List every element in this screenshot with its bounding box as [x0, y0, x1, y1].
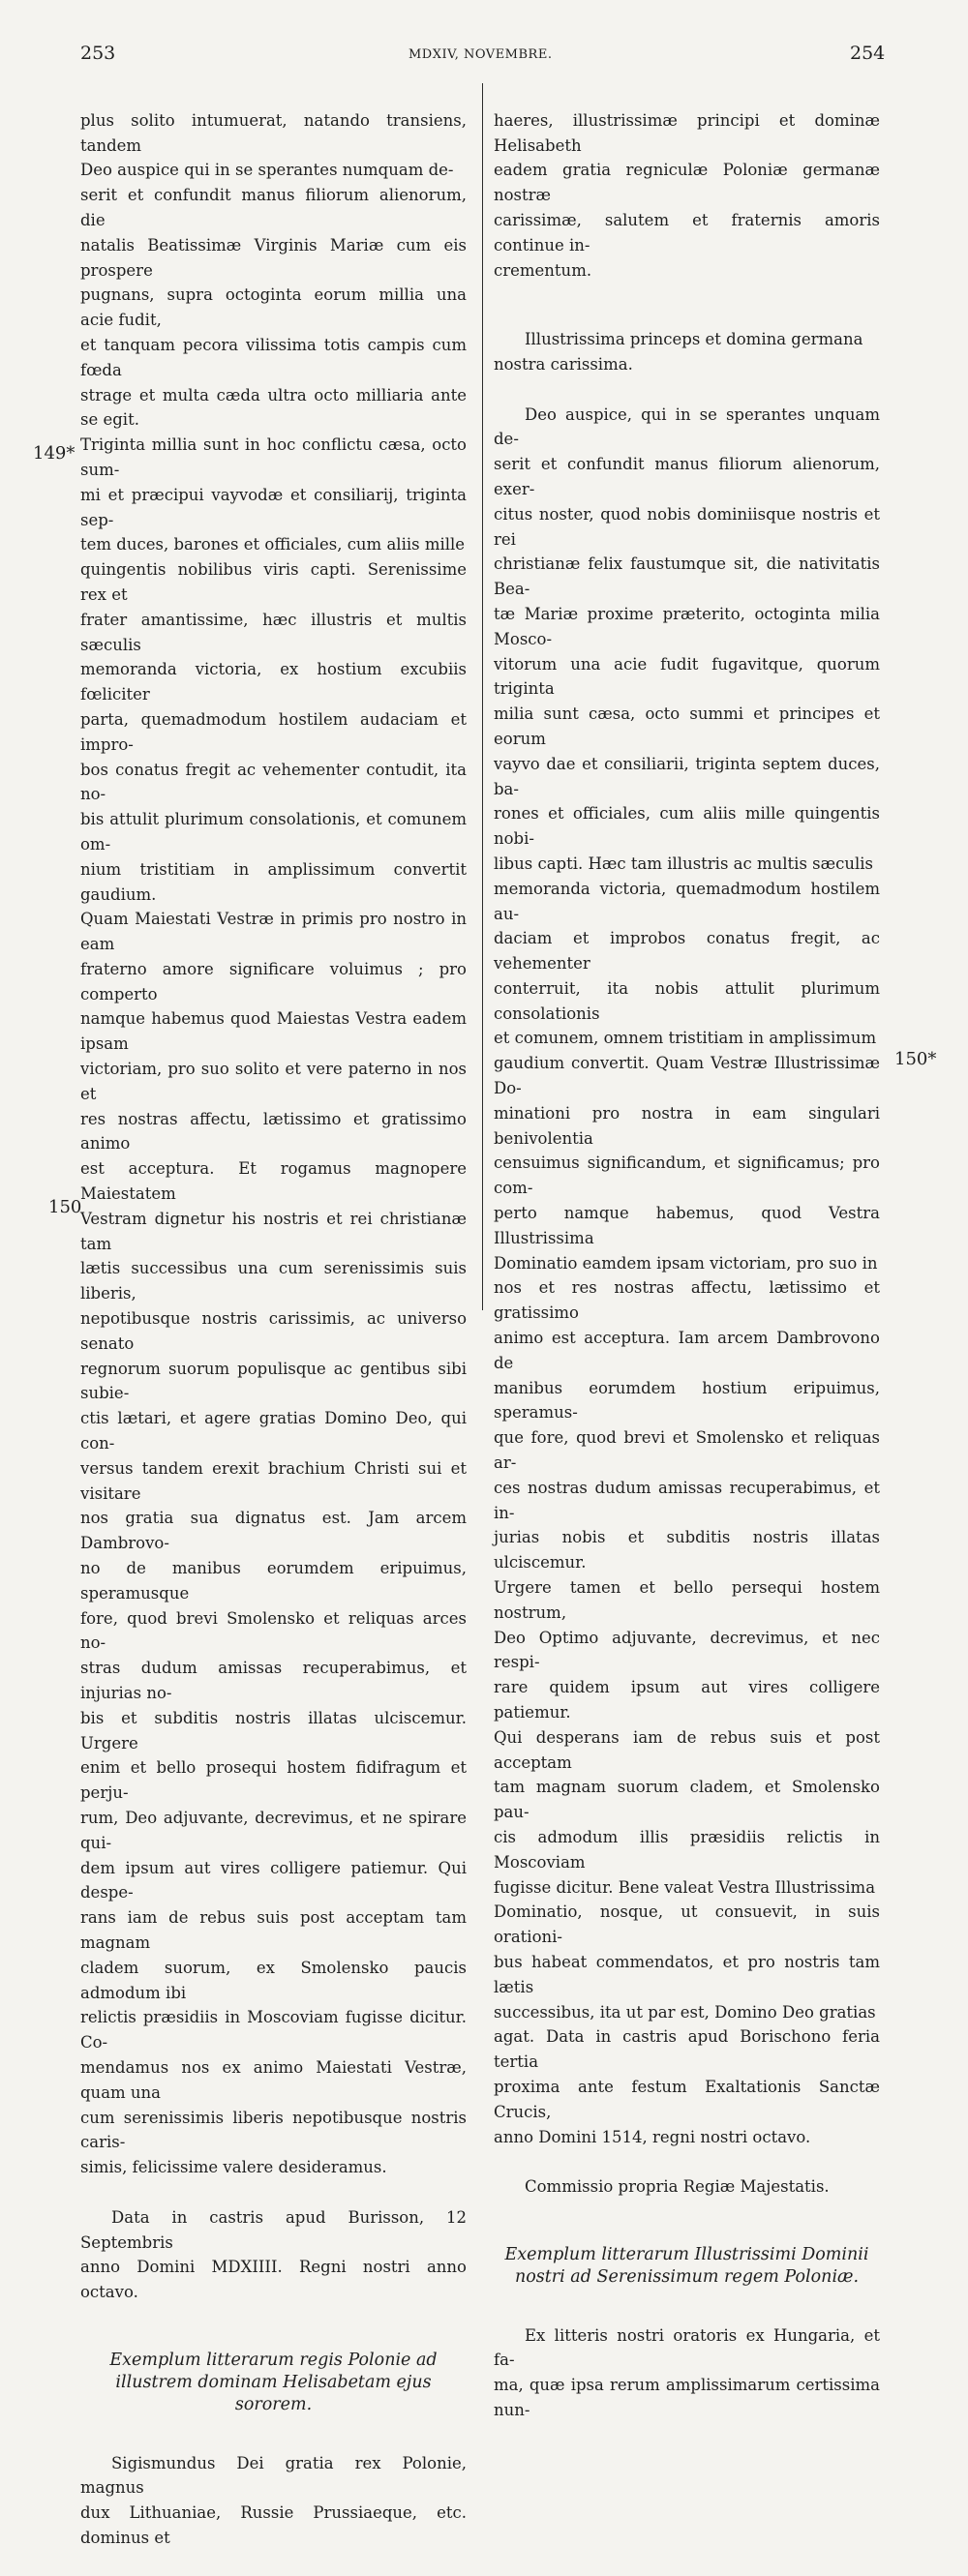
letter-text: plus solito intumuerat, natando transiens, tandem Deo auspice qui in se sperantes numquam de- serit et confundit manus filiorum alienorum, die natalis Beatissimæ Virginis Mariæ cum eis prospere pugnans, supra octoginta eorum millia una acie fudit, et tanquam pecora vilissima totis campis cum fœda strage et multa cæda ultra octo milliaria ante se egit. Triginta millia sunt in hoc conflictu cæsa, octo sum- mi et præcipui vayvodæ et consiliarij, triginta sep- tem duces, barones et officiales, cum aliis mille quingentis nobilibus viris capti. Serenissime rex et frater amantissime, hæc illustris et multis sæculis memoranda victoria, ex hostium excubiis fœliciter parta, quemadmodum hostilem audaciam et impro- bos conatus fregit ac vehementer contudit, ita no- bis attulit plurimum consolationis, et comunem om- nium tristitiam in amplissimum convertit gaudium. Quam Maiestati Vestræ in primis pro nostro in eam fraterno amore significare voluimus ; pro comperto namque habemus quod Maiestas Vestra eadem ipsam victoriam, pro suo solito et vere paterno in nos et res nostras affectu, lætissimo et gratissimo animo est acceptura. Et rogamus magnopere Maiestatem Vestram dignetur his nostris et rei christianæ tam lætis successibus una cum serenissimis suis liberis, nepotibusque nostris carissimis, ac universo senato regnorum suorum populisque ac gentibus sibi subie- ctis lætari, et agere gratias Domino Deo, qui con- versus tandem erexit brachium Christi sui et visitare nos gratia sua dignatus est. Jam arcem Dambrovo- no de manibus eorumdem eripuimus, speramusque fore, quod brevi Smolensko et reliquas arces no- stras dudum amissas recuperabimus, et injurias no- bis et subditis nostris illatas ulciscemur. Urgere enim et bello prosequi hostem fidifragum et perju- rum, Deo adjuvante, decrevimus, et ne spirare qui- dem ipsum aut vires colligere patiemur. Qui despe- rans iam de rebus suis post acceptam tam magnam cladem suorum, ex Smolensko paucis admodum ibi relictis præsidiis in Moscoviam fugisse dicitur. Co- mendamus nos ex animo Maiestati Vestræ, quam una cum serenissimis liberis nepotibusque nostris caris- simis, felicissime valere desideramus. [80, 110, 467, 2177]
margin-note-150-star: 150* [894, 1049, 937, 1069]
left-column [80, 83, 467, 2576]
salutation: Illustrissima princeps et domina germana nostra carissima. [494, 330, 863, 374]
page-number-right: 254 [850, 43, 886, 64]
letter-address: haeres, illustrissimæ principi et dominæ Helisabeth eadem gratia regniculæ Poloniæ germanæ nostræ carissimæ, salutem et fraternis amoris continue in- crementum. [494, 110, 880, 280]
section-heading: Exemplum litterarum Illustrissimi Dominii nostri ad Serenissimum regem Poloniæ. [504, 2244, 869, 2287]
commission-note: Commissio propria Regiæ Majestatis. [525, 2177, 830, 2197]
dating-clause: Data in castris apud Burisson, 12 Septembris anno Domini MDXIIII. Regni nostri anno octavo. [80, 2207, 467, 2302]
letter-opening: Sigismundus Dei gratia rex Polonie, magnus dux Lithuaniae, Russie Prussiaeque, etc. dominus et [80, 2453, 467, 2547]
page-number-left: 253 [80, 43, 116, 64]
column-divider [482, 83, 483, 1310]
letter-opening: Ex litteris nostri oratoris ex Hungaria, et fa- ma, quæ ipsa rerum amplissimarum certissima nun- [494, 2325, 880, 2419]
section-heading: Exemplum litterarum regis Polonie ad illustrem dominam Helisabetam ejus sororem. [109, 2350, 438, 2414]
letter-text: Deo auspice, qui in se sperantes unquam de- serit et confundit manus filiorum alienorum, exer- citus noster, quod nobis dominiisque nostris et rei christianæ felix faustumque sit, die nativitatis Bea- tæ Mariæ proxime præterito, octoginta milia Mosco- vitorum una acie fudit fugavitque, quorum triginta milia sunt cæsa, octo summi et principes et eorum vayvo dae et consiliarii, triginta septem duces, ba- rones et officiales, cum aliis mille quingentis nobi- libus capti. Hæc tam illustris ac multis sæculis memoranda victoria, quemadmodum hostilem au- daciam et improbos conatus fregit, ac vehementer conterruit, ita nobis attulit plurimum consolationis et comunem, omnem tristitiam in amplissimum gaudium convertit. Quam Vestræ Illustrissimæ Do- minationi pro nostra in eam singulari benivolentia censuimus significandum, et significamus; pro com- perto namque habemus, quod Vestra Illustrissima Dominatio eamdem ipsam victoriam, pro suo in nos et res nostras affectu, lætissimo et gratissimo animo est acceptura. Iam arcem Dambrovono de manibus eorumdem hostium eripuimus, speramus- que fore, quod brevi et Smolensko et reliquas ar- ces nostras dudum amissas recuperabimus, et in- jurias nobis et subditis nostris illatas ulciscemur. Urgere tamen et bello persequi hostem nostrum, Deo Optimo adjuvante, decrevimus, et nec respi- rare quidem ipsum aut vires colligere patiemur. Qui desperans iam de rebus suis et post acceptam tam magnam suorum cladem, et Smolensko pau- cis admodum illis præsidiis relictis in Moscoviam fugisse dicitur. Bene valeat Vestra Illustrissima Dominatio, nosque, ut consuevit, in suis orationi- bus habeat commendatos, et pro nostris tam lætis successibus, ita ut par est, Domino Deo gratias agat. Data in castris apud Borischono feria tertia proxima ante festum Exaltationis Sanctæ Crucis, anno Domini 1514, regni nostri octavo. [494, 404, 880, 2146]
running-title: MDXIV, NOVEMBRE. [408, 47, 553, 62]
right-column [494, 83, 880, 2448]
margin-note-149: 149* [33, 443, 76, 464]
margin-note-150: 150 [48, 1197, 82, 1217]
